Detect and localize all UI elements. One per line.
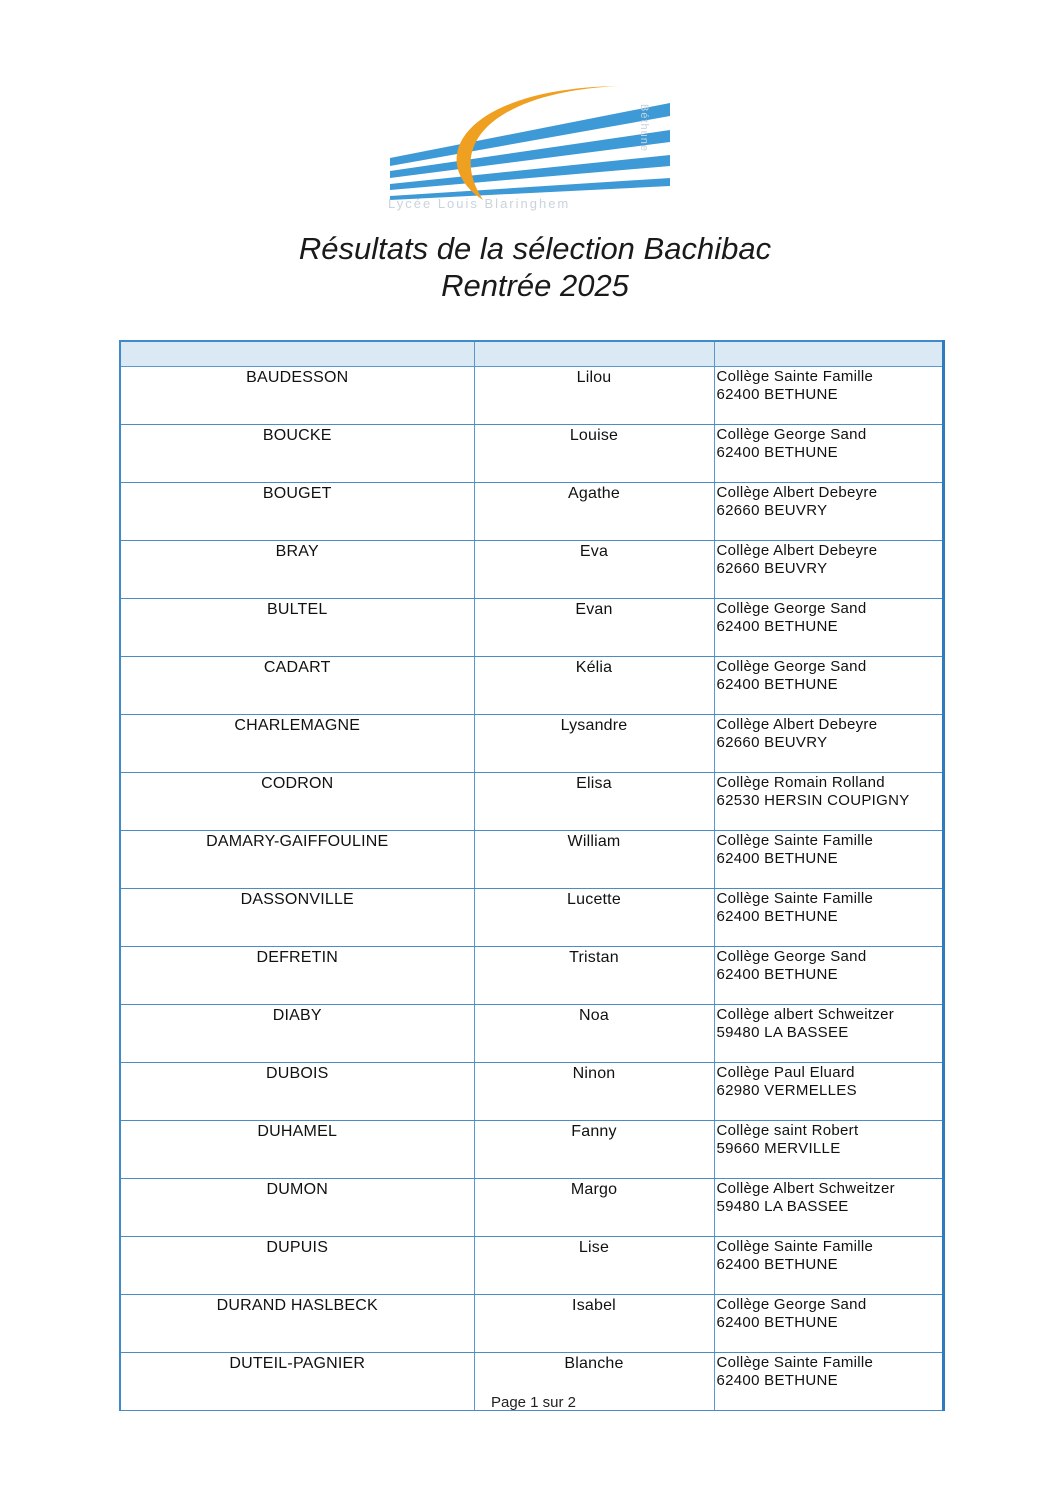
table-row: [120, 657, 943, 715]
school-name: Collège saint Robert: [716, 1122, 859, 1139]
table-row: [120, 715, 943, 773]
table-row: [120, 1179, 943, 1237]
student-last-name: DUBOIS: [120, 1063, 474, 1121]
student-last-name: DIABY: [120, 1005, 474, 1063]
student-last-name: DUMON: [120, 1179, 474, 1237]
student-first-name: Isabel: [474, 1295, 714, 1353]
student-first-name: Blanche: [474, 1353, 714, 1411]
school-city: 62400 BETHUNE: [716, 850, 838, 867]
school-name: Collège Albert Debeyre: [716, 484, 878, 501]
school-name: Collège George Sand: [716, 1296, 867, 1313]
school-name: Collège Romain Rolland: [716, 774, 885, 791]
student-last-name: DUHAMEL: [120, 1121, 474, 1179]
student-first-name: Noa: [474, 1005, 714, 1063]
student-school: [714, 483, 943, 541]
student-first-name: Tristan: [474, 947, 714, 1005]
student-first-name: Lucette: [474, 889, 714, 947]
page-number: Page 1 sur 2: [490, 1394, 577, 1411]
school-city: 62400 BETHUNE: [716, 386, 838, 403]
school-name: Collège albert Schweitzer: [716, 1006, 895, 1023]
school-city: 62400 BETHUNE: [716, 1256, 838, 1273]
student-last-name: DUPUIS: [120, 1237, 474, 1295]
table-row: [120, 541, 943, 599]
table-row: [120, 947, 943, 1005]
student-first-name: Lise: [474, 1237, 714, 1295]
school-city: 62400 BETHUNE: [716, 966, 838, 983]
student-school: [714, 831, 943, 889]
student-school: [714, 1005, 943, 1063]
student-school: [714, 889, 943, 947]
student-school: [714, 1063, 943, 1121]
school-city: 62400 BETHUNE: [716, 908, 838, 925]
school-city: 59480 LA BASSEE: [716, 1024, 849, 1041]
student-first-name: Eva: [474, 541, 714, 599]
student-last-name: BRAY: [120, 541, 474, 599]
school-name: Collège George Sand: [716, 948, 867, 965]
school-name: Collège Albert Schweitzer: [716, 1180, 895, 1197]
document-subtitle: Rentrée 2025: [441, 268, 629, 303]
student-school: [714, 773, 943, 831]
school-city: 62980 VERMELLES: [716, 1082, 857, 1099]
student-last-name: BOUCKE: [120, 425, 474, 483]
table-row: [120, 599, 943, 657]
student-first-name: Margo: [474, 1179, 714, 1237]
school-name: Collège Sainte Famille: [716, 368, 874, 385]
student-first-name: Elisa: [474, 773, 714, 831]
school-name: Collège Albert Debeyre: [716, 542, 878, 559]
student-last-name: CODRON: [120, 773, 474, 831]
student-first-name: William: [474, 831, 714, 889]
school-city: 59660 MERVILLE: [716, 1140, 841, 1157]
logo-side-text: Béthune: [638, 104, 650, 152]
student-school: [714, 367, 943, 425]
table-body: [120, 367, 943, 1411]
student-first-name: Lilou: [474, 367, 714, 425]
table-row: [120, 1295, 943, 1353]
table-row: [120, 367, 943, 425]
header-nom: [120, 341, 474, 367]
school-city: 62660 BEUVRY: [716, 560, 828, 577]
table-row: [120, 1005, 943, 1063]
student-first-name: Fanny: [474, 1121, 714, 1179]
student-last-name: DAMARY-GAIFFOULINE: [120, 831, 474, 889]
school-name: Collège George Sand: [716, 426, 867, 443]
school-name: Collège Paul Eluard: [716, 1064, 855, 1081]
student-last-name: BULTEL: [120, 599, 474, 657]
school-city: 59480 LA BASSEE: [716, 1198, 849, 1215]
student-last-name: DEFRETIN: [120, 947, 474, 1005]
header-etablissement: [714, 341, 943, 367]
student-school: [714, 1121, 943, 1179]
header-prenom: [474, 341, 714, 367]
school-name: Collège Albert Debeyre: [716, 716, 878, 733]
student-first-name: Lysandre: [474, 715, 714, 773]
student-school: [714, 599, 943, 657]
table-row: [120, 1063, 943, 1121]
student-first-name: Kélia: [474, 657, 714, 715]
student-last-name: BOUGET: [120, 483, 474, 541]
school-city: 62660 BEUVRY: [716, 502, 828, 519]
table-header-row: [120, 341, 943, 367]
school-name: Collège George Sand: [716, 600, 867, 617]
student-last-name: CHARLEMAGNE: [120, 715, 474, 773]
student-last-name: DUTEIL-PAGNIER: [120, 1353, 474, 1411]
table-row: [120, 1237, 943, 1295]
student-first-name: Agathe: [474, 483, 714, 541]
student-school: [714, 541, 943, 599]
student-last-name: DASSONVILLE: [120, 889, 474, 947]
school-city: 62400 BETHUNE: [716, 1372, 838, 1389]
table-row: [120, 889, 943, 947]
student-school: [714, 1237, 943, 1295]
student-school: [714, 1179, 943, 1237]
school-city: 62400 BETHUNE: [716, 618, 838, 635]
student-school: [714, 947, 943, 1005]
table-row: [120, 483, 943, 541]
school-name: Collège Sainte Famille: [716, 1354, 874, 1371]
school-city: 62400 BETHUNE: [716, 676, 838, 693]
school-city: 62530 HERSIN COUPIGNY: [716, 792, 910, 809]
student-first-name: Evan: [474, 599, 714, 657]
student-first-name: Louise: [474, 425, 714, 483]
results-table-container: [119, 340, 942, 1411]
student-first-name: Ninon: [474, 1063, 714, 1121]
school-name: Collège Sainte Famille: [716, 1238, 874, 1255]
student-last-name: DURAND HASLBECK: [120, 1295, 474, 1353]
document-title: Résultats de la sélection Bachibac: [298, 231, 772, 266]
table-row: [120, 425, 943, 483]
student-last-name: BAUDESSON: [120, 367, 474, 425]
school-city: 62660 BEUVRY: [716, 734, 828, 751]
school-city: 62400 BETHUNE: [716, 444, 838, 461]
school-city: 62400 BETHUNE: [716, 1314, 838, 1331]
results-table: [119, 340, 945, 1411]
logo-caption: Lycée Louis Blaringhem: [388, 196, 571, 211]
student-school: [714, 1295, 943, 1353]
student-school: [714, 657, 943, 715]
table-row: [120, 773, 943, 831]
student-last-name: CADART: [120, 657, 474, 715]
student-school: [714, 425, 943, 483]
school-name: Collège George Sand: [716, 658, 867, 675]
student-school: [714, 715, 943, 773]
table-row: [120, 1121, 943, 1179]
school-name: Collège Sainte Famille: [716, 890, 874, 907]
table-row: [120, 831, 943, 889]
school-name: Collège Sainte Famille: [716, 832, 874, 849]
